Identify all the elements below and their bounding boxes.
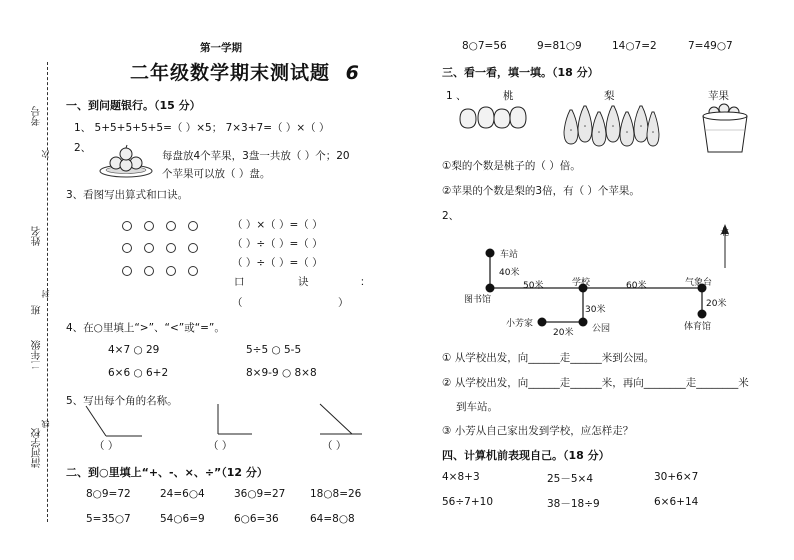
page-title (130, 58, 360, 85)
map-d20a: 20米 (553, 328, 574, 338)
sec4-r1-c1: 4×8+3 (442, 471, 480, 483)
angle1-blank: （ ） (94, 440, 119, 452)
sec1-q2-num: 2、 (74, 142, 92, 154)
sec1-kou: 口 (234, 276, 245, 288)
sec1-paren-open: （ (232, 297, 243, 309)
top-right-1: 8○7=56 (462, 40, 507, 52)
sep-xian: 线 (41, 420, 50, 428)
grid-circle (144, 221, 154, 231)
sec2-r2-c1: 5=35○7 (86, 513, 131, 525)
map-gym: 体育馆 (684, 322, 712, 332)
sec4-r2-c3: 6×6+14 (654, 496, 699, 508)
sec4-r2-c2: 38－18÷9 (547, 498, 600, 510)
map-north: 北 (720, 228, 730, 238)
map-d20b: 20米 (706, 299, 727, 309)
sec4-r1-c2: 25－5×4 (547, 473, 594, 485)
sec1-paren-close: ） (338, 297, 349, 309)
top-right-2: 9=81○9 (537, 40, 582, 52)
sec3-m3: ③ 小芳从自己家出发到学校，应怎样走？ (442, 425, 634, 437)
top-right-3: 14○7=2 (612, 40, 657, 52)
grid-circle (188, 221, 198, 231)
sec1-jue: 诀 (298, 276, 309, 288)
map-library: 图书馆 (464, 295, 492, 305)
sec3-m2b: 到车站。 (456, 401, 498, 413)
top-right-4: 7=49○7 (688, 40, 733, 52)
sec3-m2: ② 从学校出发，向______走______米，再向________走________米 (442, 377, 749, 389)
sec1-q5: 5、写出每个角的名称。 (66, 395, 178, 407)
sec3-s2: ②苹果的个数是梨的3倍，有（ ）个苹果。 (442, 185, 640, 197)
map-d60: 60米 (626, 281, 647, 291)
title-text: 二年级数学期末测试题 (130, 62, 331, 84)
map-school: 学校 (572, 278, 591, 288)
pears-image (560, 100, 662, 148)
sec3-q1-num: 1 、 (446, 90, 467, 102)
term-label: 第一学期 (200, 42, 242, 54)
sec4-heading: 四、计算机前表现自己。（18 分） (442, 449, 610, 462)
sec3-s1: ①梨的个数是桃子的（ ）倍。 (442, 160, 581, 172)
sep-ci: 次 (41, 150, 50, 158)
sec1-q4-r2a: 6×6 ○ 6+2 (108, 367, 169, 379)
angles-figure (80, 402, 380, 438)
sec1-q4-r2b: 8×9-9 ○ 8×8 (246, 367, 317, 379)
sec1-eq2: （ ）÷（ ）=（ ） (232, 238, 323, 250)
grid-circle (166, 266, 176, 276)
sec3-heading: 三、看一看，填一填。（18 分） (442, 66, 599, 79)
map-weather: 气象台 (685, 278, 713, 288)
label-xingming: 姓名 (32, 226, 43, 246)
sec1-q2-line1: 每盘放4个苹果，3盘一共放（ ）个；20 (162, 150, 350, 162)
sec1-heading: 一、到问题银行。（15 分） (66, 99, 201, 112)
map-d50: 50米 (523, 281, 544, 291)
sec2-r2-c3: 6○6=36 (234, 513, 279, 525)
label-ban: 班 (32, 305, 43, 315)
sec2-r2-c2: 54○6=9 (160, 513, 205, 525)
sec3-q2-num: 2、 (442, 210, 460, 222)
sec1-q4-r1a: 4×7 ○ 29 (108, 344, 160, 356)
map-station: 车站 (500, 250, 519, 260)
map-home: 小芳家 (506, 319, 534, 329)
sep-feng: 封 (41, 290, 50, 298)
grid-circle (122, 266, 132, 276)
grid-circle (188, 243, 198, 253)
map-d30: 30米 (585, 305, 606, 315)
sec2-r1-c2: 24=6○4 (160, 488, 205, 500)
label-nianji: 二年级 (32, 340, 43, 370)
label-pear: 梨 (604, 90, 615, 102)
sec4-r1-c3: 30+6×7 (654, 471, 699, 483)
sec1-q3: 3、看图写出算式和口诀。 (66, 189, 189, 201)
sec1-eq3: （ ）÷（ ）=（ ） (232, 257, 323, 269)
grid-circle (144, 266, 154, 276)
sec4-r2-c1: 56÷7+10 (442, 496, 493, 508)
label-peach: 桃 (503, 90, 514, 102)
sec2-r1-c1: 8○9=72 (86, 488, 131, 500)
sec1-colon: ： (360, 276, 371, 288)
map-d40: 40米 (499, 268, 520, 278)
grid-circle (144, 243, 154, 253)
angle3-blank: （ ） (322, 440, 347, 452)
grid-circle (122, 243, 132, 253)
label-kaohao: 考号 (32, 106, 43, 126)
grid-circle (166, 243, 176, 253)
grid-circle (166, 221, 176, 231)
map-park: 公园 (592, 324, 611, 334)
sec2-r2-c4: 64=8○8 (310, 513, 355, 525)
apple-basket-image (700, 100, 752, 154)
label-apple: 苹果 (708, 90, 729, 102)
title-number: 6 (345, 62, 360, 84)
sec3-m1: ① 从学校出发，向______走______米到公园。 (442, 352, 655, 364)
park-dot (579, 318, 588, 327)
sec1-q2-line2: 个苹果可以放（ ）盘。 (162, 168, 271, 180)
home-dot (538, 318, 547, 327)
sec1-q4-r1b: 5÷5 ○ 5-5 (246, 344, 302, 356)
sec2-r1-c4: 18○8=26 (310, 488, 362, 500)
grid-circle (122, 221, 132, 231)
station-dot (486, 249, 495, 258)
label-school: 清河学校 (32, 428, 43, 468)
sec2-heading: 二、到○里填上“+、-、×、÷”（12 分） (66, 466, 268, 479)
sec2-r1-c3: 36○9=27 (234, 488, 286, 500)
gym-dot (698, 310, 707, 319)
apple-plate-image (98, 143, 154, 179)
grid-circle (188, 266, 198, 276)
sec1-eq1: （ ）×（ ）=（ ） (232, 219, 323, 231)
sec1-q1: 1、 5+5+5+5+5=（ ）×5； 7×3+7=（ ）×（ ） (74, 122, 330, 134)
sec1-q4: 4、在○里填上“>”、“<”或“=”。 (66, 322, 225, 334)
peaches-image (456, 103, 528, 131)
angle2-blank: （ ） (208, 440, 233, 452)
